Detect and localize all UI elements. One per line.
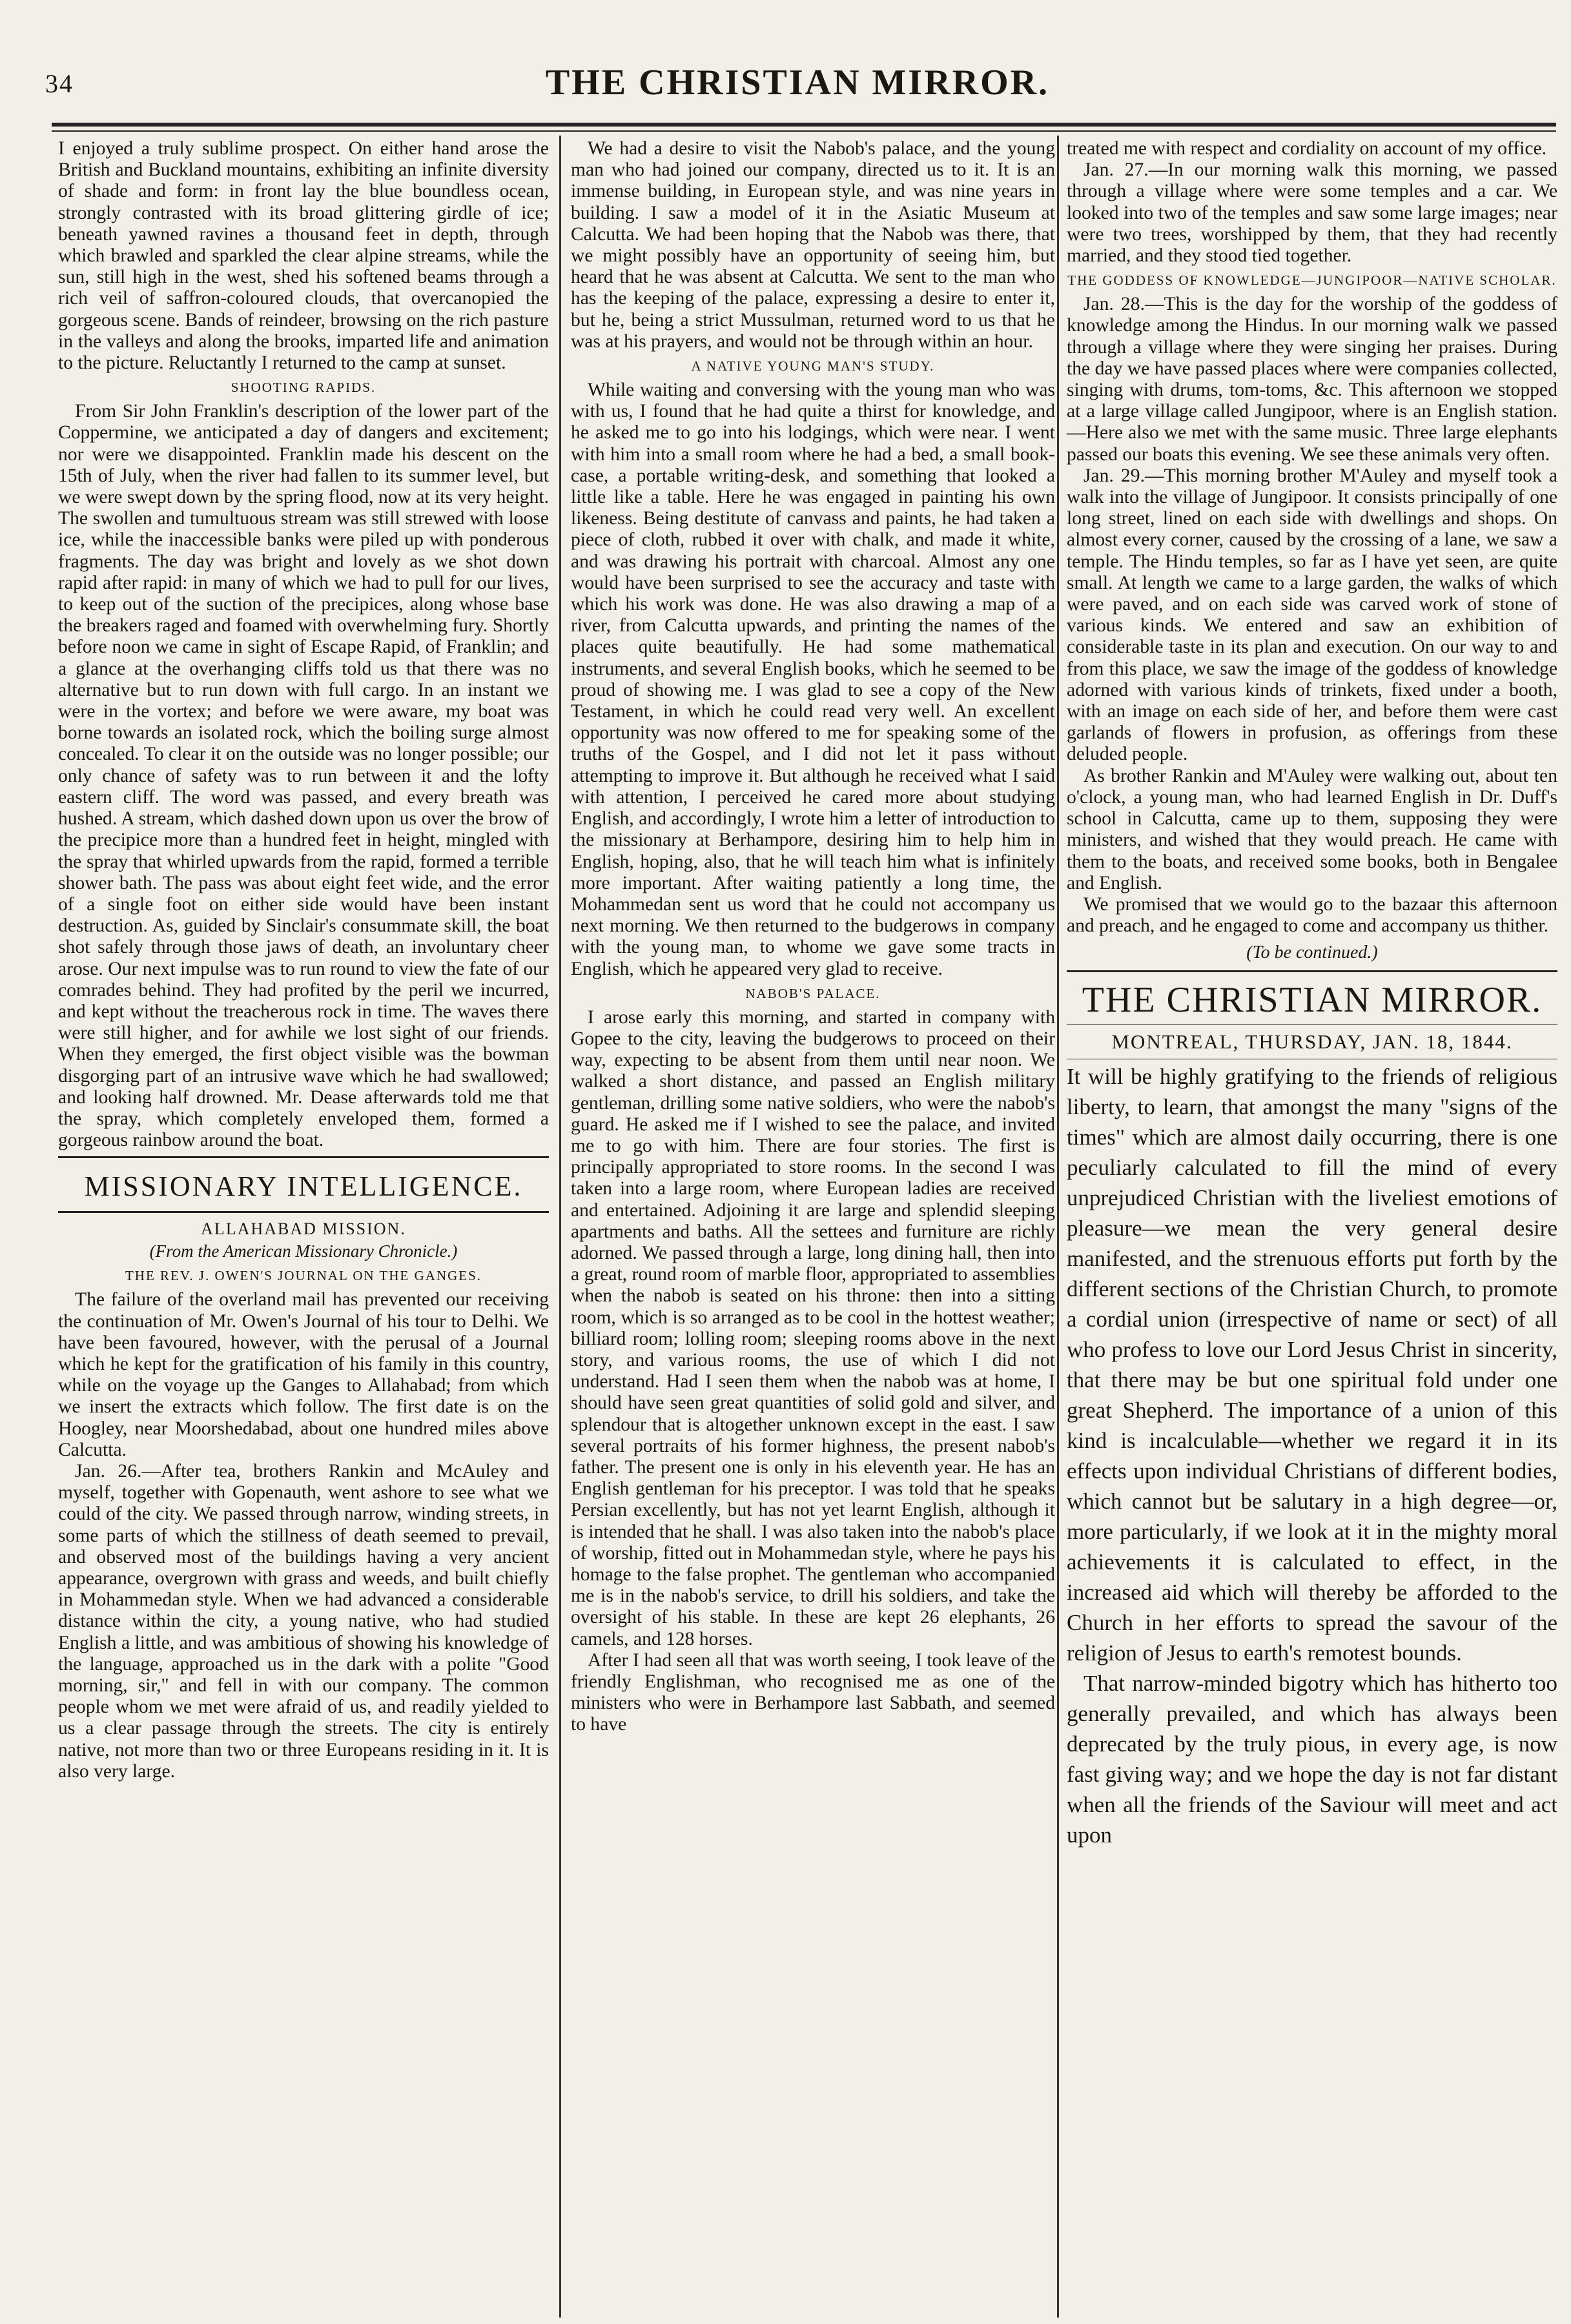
source-line: (From the American Missionary Chronicle.) <box>149 1241 458 1261</box>
subheading-shooting-rapids: SHOOTING RAPIDS. <box>231 380 376 396</box>
journal-heading: THE REV. J. OWEN'S JOURNAL ON THE GANGES. <box>125 1268 482 1284</box>
article-paragraph: Jan. 28.—This is the day for the worship of the goddess of knowledge among the Hindus. In our morning walk we passed through a village where they were singing her praises. During the day we have passed places where were companies collected, singing with drums, tom-toms, &c. This afternoon we stopped at a large village called Jungipoor, where is an English station.—Here also we met with the same music. Three large elephants passed our boats this evening. We see these animals very often. <box>1067 294 1557 465</box>
column-1 <box>58 138 549 1782</box>
article-paragraph: treated me with respect and cordiality on account of my office. <box>1067 138 1547 159</box>
editorial-paragraph: It will be highly gratifying to the friends of religious liberty, to learn, that amongst the many "signs of the times" which are almost daily occurring, there is one peculiarly calculated to fill the mind of every unprejudiced Christian with the liveliest emotions of pleasure—we mean the very general desire manifested, and the strenuous efforts put forth by the different sections of the Christian Church, to promote a cordial union (irrespective of name or sect) of all who profess to love our Lord Jesus Christ in sincerity, that there may be but one spiritual fold under one great Shepherd. The importance of a union of this kind is incalculable—whether we regard it in its effects upon individual Christians of different bodies, which cannot but be salutary in a high degree—or, more particularly, if we look at it in the mighty moral achievements it is calculated to effect, in the increased aid which will thereby be afforded to the Church in her efforts to spread the savour of the religion of Jesus to earth's remotest bounds. <box>1067 1063 1557 1666</box>
article-paragraph: After I had seen all that was worth seeing, I took leave of the friendly Englishman, who recognised me as one of the ministers who were in Berhampore last Sabbath, and seemed to have <box>571 1649 1055 1735</box>
section-rule <box>58 1156 549 1158</box>
article-paragraph: I arose early this morning, and started in company with Gopee to the city, leaving the budgerows to proceed on their way, expecting to be absent from them until near noon. We walked a short distance, and passed an English military gentleman, drilling some native soldiers, who were the nabob's guard. He asked me if I wished to see the palace, and invited me to go with him. There are four stories. The first is principally appropriated to store rooms. In the second I was taken into a large room, where European ladies are received and entertained. Adjoining it are large and splendid sleeping apartments and baths. All the settees and furniture are richly adorned. We passed through a large, long dining hall, then into a great, round room of marble floor, appropriated to assemblies when the nabob is seated on his throne: then into a sitting room, which is so arranged as to be cool in the hottest weather; billiard room; lolling room; sleeping rooms above in the next story, and various rooms, the use of which I did not understand. Had I seen them when the nabob was at home, I should have seen great quantities of solid gold and silver, and splendour that is altogether unknown except in the east. I saw several portraits of his former highness, the present nabob's father. The present one is only in his eleventh year. He has an English gentleman for his preceptor. I was told that he speaks Persian excellently, but has not yet learnt English, although it is intended that he shall. I was also taken into the nabob's place of worship, fitted out in Mohammedan style, where he pays his homage to the false prophet. The gentleman who accompanied me is in the nabob's service, to drill his soldiers, and take the oversight of his stable. In these are kept 26 elephants, 26 camels, and 128 horses. <box>571 1006 1055 1649</box>
column-divider <box>1057 136 1059 2318</box>
column-2 <box>571 138 1055 1736</box>
newspaper-title: THE CHRISTIAN MIRROR. <box>545 63 1050 103</box>
article-paragraph: I enjoyed a truly sublime prospect. On either hand arose the British and Buckland mountains, exhibiting an infinite diversity of shade and form: in front lay the blue boundless ocean, strongly contrasted with its broad glittering girdle of ice; beneath yawned ravines a thousand feet in depth, through which brawled and sparkled the clear alpine streams, while the sun, still high in the west, shed his softened beams through a rich veil of saffron-coloured clouds, that overcanopied the gorgeous scene. Bands of reindeer, browsing on the rich pasture in the valleys and along the brooks, imparted life and animation to the picture. Reluctantly I returned to the camp at sunset. <box>58 138 549 374</box>
article-paragraph: Jan. 26.—After tea, brothers Rankin and McAuley and myself, together with Gopenauth, went ashore to see what we could of the city. We passed through narrow, winding streets, in some parts of which the stillness of death seemed to prevail, and observed most of the buildings having a very ancient appearance, overgrown with grass and weeds, and built chiefly in Mohammedan style. When we had advanced a considerable distance within the city, a young native, who had studied English a little, and was ambitious of showing his knowledge of the language, approached us in the dark with a polite "Good morning, sir," and fell in with our company. The common people whom we met were afraid of us, and readily yielded to us a clear passage through the streets. The city is entirely native, not more than two or three Europeans residing in it. It is also very large. <box>58 1460 549 1782</box>
mission-title: ALLAHABAD MISSION. <box>201 1219 406 1239</box>
article-paragraph: While waiting and conversing with the young man who was with us, I found that he had quite a thirst for knowledge, and he asked me to go into his lodgings, which were near. I went with him into a small room where he had a bed, a small book-case, a portable writing-desk, and something that looked a little like a table. Here he was engaged in painting his own likeness. Being destitute of canvass and paints, he had taken a piece of cloth, rubbed it over with chalk, and made it white, and was drawing his portrait with charcoal. Almost any one would have been surprised to see the accuracy and taste with which his work was done. He was also drawing a map of a river, from Calcutta upwards, and printing the names of the places quite beautifully. He had some mathematical instruments, and several English books, which he seemed to be proud of showing me. I was glad to see a copy of the New Testament, in which he could read very well. An excellent opportunity was now offered to me for speaking some of the truths of the Gospel, and I did not let it pass without attempting to improve it. But although he received what I said with attention, I perceived he cared more about studying English, and accordingly, I wrote him a letter of introduction to the missionary at Berhampore, desiring him to help him in English, hoping, also, that he will teach him what is infinitely more important. After waiting patiently a long time, the Mohammedan sent us word that he could not accompany us next morning. We then returned to the budgerows in company with the young man, to whome we gave some tracts in English, which he appeared very glad to receive. <box>571 380 1055 979</box>
section-rule <box>1067 1024 1557 1025</box>
subheading-native-young-man: A NATIVE YOUNG MAN'S STUDY. <box>691 358 935 374</box>
article-paragraph: Jan. 27.—In our morning walk this morning, we passed through a village where were some temples and a car. We looked into two of the temples and saw some large images; near were two trees, worshipped by them, that they had recently married, and they stood tied together. <box>1067 159 1557 267</box>
article-paragraph: From Sir John Franklin's description of the lower part of the Coppermine, we anticipated a day of dangers and excitement; nor were we disappointed. Franklin made his descent on the 15th of July, when the river had fallen to its summer level, but we were swept down by the spring flood, now at its very height. The swollen and tumultuous stream was still strewed with loose ice, while the inaccessible banks were piled up with ponderous fragments. The day was bright and lovely as we shot down rapid after rapid: in many of which we had to pull for our lives, to keep out of the suction of the precipices, along whose base the breakers raged and foamed with overwhelming fury. Shortly before noon we came in sight of Escape Rapid, of Franklin; and a glance at the overhanging cliffs told us that there was no alternative but to run down with full cargo. In an instant we were in the vortex; and before we were aware, my boat was borne towards an isolated rock, which the boiling surge almost concealed. To clear it on the outside was no longer possible; our only chance of safety was to run between it and the lofty eastern cliff. The word was passed, and every breath was hushed. A stream, which dashed down upon us over the brow of the precipice more than a hundred feet in height, mingled with the spray that whirled upwards from the rapid, formed a terrible shower bath. The pass was about eight feet wide, and the error of a single foot on either side would have been instant destruction. As, guided by Sinclair's consummate skill, the boat shot safely through those jaws of death, an involuntary cheer arose. Our next impulse was to run round to view the fate of our comrades behind. They had profited by the peril we incurred, and kept without the treacherous rock in time. The waves there were still higher, and for awhile we lost sight of our friends. When they emerged, the first object visible was the bowman disgorging part of an intrusive wave which he had swallowed; and looking half drowned. Mr. Dease afterwards told me that the spray, which completely enveloped them, formed a gorgeous rainbow around the boat. <box>58 401 549 1151</box>
dateline: MONTREAL, THURSDAY, JAN. 18, 1844. <box>1111 1030 1513 1053</box>
header-rule-thin <box>52 130 1556 132</box>
article-paragraph: We had a desire to visit the Nabob's palace, and the young man who had joined our company, directed us to it. It is an immense building, in European style, and was nine years in building. I saw a model of it in the Asiatic Museum at Calcutta. We had been hoping that the Nabob was there, that we might possibly have an opportunity of seeing him, but heard that he was absent at Calcutta. We sent to the man who has the keeping of the palace, expressing a desire to enter it, but he, being a strict Mussulman, returned word to us that he was at his prayers, and would not be through within an hour. <box>571 138 1055 352</box>
article-paragraph: We promised that we would go to the bazaar this afternoon and preach, and he engaged to come and accompany us thither. <box>1067 893 1557 937</box>
article-paragraph: Jan. 29.—This morning brother M'Auley and myself took a walk into the village of Jungipoor. It consists principally of one long street, lined on each side with dwellings and shops. On almost every corner, caused by the crossing of a lane, we saw a temple. The Hindu temples, so far as I have yet seen, are quite small. At length we came to a large garden, the walks of which were paved, and on each side was carved work of stone of various kinds. We entered and saw an exhibition of considerable taste in its plan and execution. On our way to and from this place, we saw the image of the goddess of knowledge adorned with various kinds of trinkets, fixed under a booth, with an image on each side of her, and before them were cast garlands of flowers in profusion, as offerings from these deluded people. <box>1067 465 1557 765</box>
page-number: 34 <box>45 69 74 98</box>
subheading-goddess: THE GODDESS OF KNOWLEDGE—JUNGIPOOR—NATIVE SCHOLAR. <box>1067 272 1557 289</box>
editorial-body <box>1067 1061 1557 1850</box>
continued-note: (To be continued.) <box>1246 943 1378 963</box>
subheading-nabobs-palace: NABOB'S PALACE. <box>745 985 881 1001</box>
article-paragraph: The failure of the overland mail has prevented our receiving the continuation of Mr. Owen's Journal of his tour to Delhi. We have been favoured, however, with the perusal of a Journal which he kept for the gratification of his family in this country, while on the voyage up the Ganges to Allahabad; from which we insert the extracts which follow. The first date is on the Hoogley, near Moorshedabad, about one hundred miles above Calcutta. <box>58 1289 549 1460</box>
editorial-paragraph: That narrow-minded bigotry which has hitherto too generally prevailed, and which has always been deprecated by the truly pious, in every age, is now fast giving way; and we hope the day is not far distant when all the friends of the Saviour will meet and act upon <box>1067 1670 1557 1848</box>
header-rule <box>52 123 1556 127</box>
editorial-masthead: THE CHRISTIAN MIRROR. <box>1082 979 1543 1020</box>
column-3 <box>1067 138 1557 1850</box>
section-rule <box>58 1211 549 1213</box>
masthead <box>45 57 1550 128</box>
section-heading-missionary: MISSIONARY INTELLIGENCE. <box>84 1170 523 1203</box>
column-divider <box>559 136 561 2318</box>
article-paragraph: As brother Rankin and M'Auley were walking out, about ten o'clock, a young man, who had learned English in Dr. Duff's school in Calcutta, came up to them, supposing they were ministers, and wished that they would preach. He came with them to the boats, and received some books, both in Bengalee and English. <box>1067 765 1557 893</box>
section-rule <box>1067 970 1557 972</box>
